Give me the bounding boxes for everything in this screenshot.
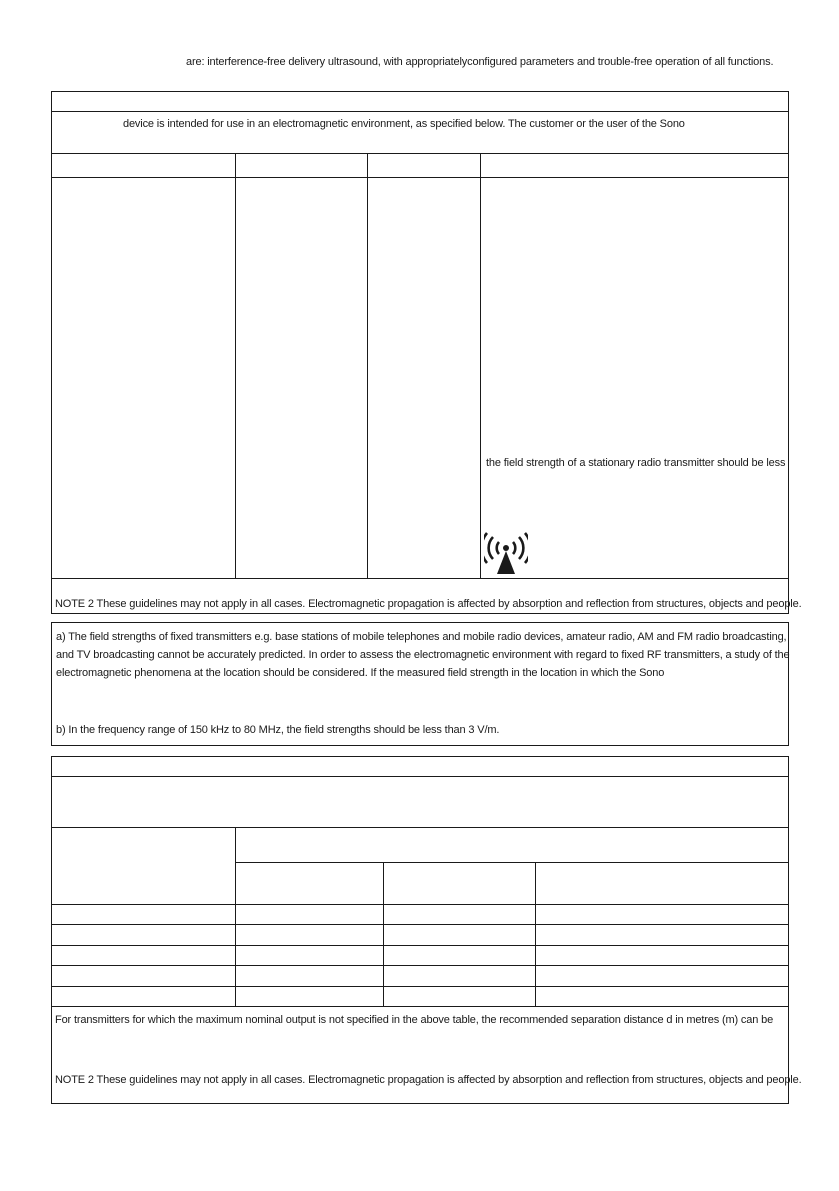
footnote-a-line-2: and TV broadcasting cannot be accurately predicted. In order to assess the electromagnetic environment with regard to fixed RF transmitters, a study of the (56, 649, 790, 661)
table2-footer-text: For transmitters for which the maximum nominal output is not specified in the above table, the recommended separation distance d in metres (m) can be (55, 1014, 774, 1026)
footnote-a-line-1: a) The field strengths of fixed transmitters e.g. base stations of mobile telephones and mobile radio devices, amateur radio, AM and FM radio broadcasting, (56, 631, 787, 643)
separation-distance-table (51, 756, 789, 1104)
table2-note-2: NOTE 2 These guidelines may not apply in all cases. Electromagnetic propagation is affected by absorption and reflection from structures, objects and people. (55, 1074, 802, 1086)
table1-note-2: NOTE 2 These guidelines may not apply in all cases. Electromagnetic propagation is affected by absorption and reflection from structures, objects and people. (55, 598, 802, 610)
guidance-text: the field strength of a stationary radio transmitter should be less (486, 457, 786, 469)
intro-text: are: interference-free delivery ultrasound, with appropriatelyconfigured parameters and trouble-free operation of all functions. (186, 56, 774, 68)
immunity-table (51, 91, 789, 614)
footnote-a-line-3: electromagnetic phenomena at the location should be considered. If the measured field strength in the location in which the Sono (56, 667, 665, 679)
radio-transmitter-warning-icon (484, 532, 528, 576)
table1-intro-text: device is intended for use in an electromagnetic environment, as specified below. The customer or the user of the Sono (123, 118, 685, 130)
footnote-b: b) In the frequency range of 150 kHz to 80 MHz, the field strengths should be less than 3 V/m. (56, 724, 500, 736)
